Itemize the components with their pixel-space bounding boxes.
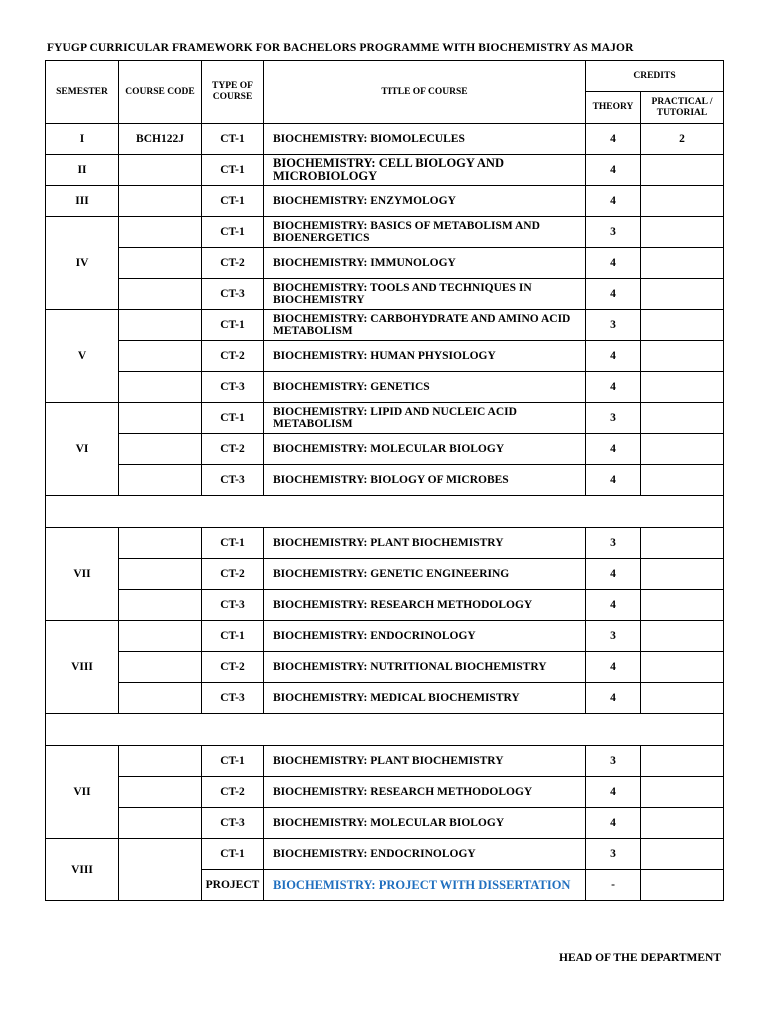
theory-credit-cell: 3 bbox=[586, 746, 641, 777]
practical-credit-cell bbox=[641, 652, 724, 683]
course-type-cell: CT-1 bbox=[202, 403, 264, 434]
course-type-cell: CT-2 bbox=[202, 341, 264, 372]
course-code-cell bbox=[119, 155, 202, 186]
table-row bbox=[46, 341, 724, 372]
semester-cell: V bbox=[46, 310, 119, 403]
header-practical: PRACTICAL / TUTORIAL bbox=[641, 92, 724, 124]
theory-credit-cell: 4 bbox=[586, 808, 641, 839]
semester-cell: III bbox=[46, 186, 119, 217]
semester-cell: II bbox=[46, 155, 119, 186]
theory-credit-cell: 4 bbox=[586, 465, 641, 496]
practical-credit-cell bbox=[641, 155, 724, 186]
header-credits: CREDITS bbox=[586, 61, 724, 92]
theory-credit-cell: 3 bbox=[586, 621, 641, 652]
course-code-cell bbox=[119, 217, 202, 248]
table-row bbox=[46, 279, 724, 310]
course-title-cell: BIOCHEMISTRY: CARBOHYDRATE AND AMINO ACID METABOLISM bbox=[264, 310, 586, 341]
course-title-cell: BIOCHEMISTRY: BASICS OF METABOLISM AND BIOENERGETICS bbox=[264, 217, 586, 248]
theory-credit-cell: 3 bbox=[586, 217, 641, 248]
practical-credit-cell bbox=[641, 839, 724, 870]
theory-credit-cell: 3 bbox=[586, 528, 641, 559]
course-type-cell: CT-1 bbox=[202, 186, 264, 217]
course-code-cell bbox=[119, 652, 202, 683]
spacer-cell bbox=[46, 714, 724, 746]
course-type-cell: CT-1 bbox=[202, 124, 264, 155]
course-title-cell: BIOCHEMISTRY: GENETIC ENGINEERING bbox=[264, 559, 586, 590]
table-row bbox=[46, 310, 724, 341]
theory-credit-cell: 3 bbox=[586, 310, 641, 341]
practical-credit-cell bbox=[641, 217, 724, 248]
theory-credit-cell: 4 bbox=[586, 683, 641, 714]
course-code-cell bbox=[119, 777, 202, 808]
course-type-cell: CT-3 bbox=[202, 372, 264, 403]
course-type-cell: CT-1 bbox=[202, 217, 264, 248]
table-row bbox=[46, 186, 724, 217]
practical-credit-cell bbox=[641, 310, 724, 341]
course-code-cell bbox=[119, 808, 202, 839]
practical-credit-cell bbox=[641, 186, 724, 217]
practical-credit-cell: 2 bbox=[641, 124, 724, 155]
table-row bbox=[46, 403, 724, 434]
course-code-cell bbox=[119, 248, 202, 279]
table-row bbox=[46, 621, 724, 652]
course-code-cell bbox=[119, 559, 202, 590]
table-row bbox=[46, 434, 724, 465]
theory-credit-cell: 4 bbox=[586, 434, 641, 465]
spacer-row bbox=[46, 714, 724, 746]
course-code-cell bbox=[119, 341, 202, 372]
theory-credit-cell: 4 bbox=[586, 248, 641, 279]
theory-credit-cell: 3 bbox=[586, 839, 641, 870]
practical-credit-cell bbox=[641, 870, 724, 901]
document-title: FYUGP CURRICULAR FRAMEWORK FOR BACHELORS PROGRAMME WITH BIOCHEMISTRY AS MAJOR bbox=[47, 42, 634, 54]
practical-credit-cell bbox=[641, 434, 724, 465]
course-title-cell: BIOCHEMISTRY: ENZYMOLOGY bbox=[264, 186, 586, 217]
course-title-cell: BIOCHEMISTRY: MOLECULAR BIOLOGY bbox=[264, 434, 586, 465]
theory-credit-cell: 4 bbox=[586, 155, 641, 186]
course-title-cell: BIOCHEMISTRY: MEDICAL BIOCHEMISTRY bbox=[264, 683, 586, 714]
course-title-cell: BIOCHEMISTRY: CELL BIOLOGY AND MICROBIOLOGY bbox=[264, 155, 586, 186]
course-type-cell: CT-2 bbox=[202, 559, 264, 590]
table-row bbox=[46, 559, 724, 590]
course-type-cell: CT-3 bbox=[202, 683, 264, 714]
practical-credit-cell bbox=[641, 746, 724, 777]
table-row bbox=[46, 372, 724, 403]
course-title-cell: BIOCHEMISTRY: LIPID AND NUCLEIC ACID METABOLISM bbox=[264, 403, 586, 434]
course-type-cell: CT-1 bbox=[202, 310, 264, 341]
practical-credit-cell bbox=[641, 248, 724, 279]
semester-cell: VI bbox=[46, 403, 119, 496]
course-title-cell: BIOCHEMISTRY: BIOMOLECULES bbox=[264, 124, 586, 155]
course-type-cell: CT-1 bbox=[202, 621, 264, 652]
course-code-cell bbox=[119, 683, 202, 714]
spacer-row bbox=[46, 496, 724, 528]
theory-credit-cell: - bbox=[586, 870, 641, 901]
course-title-cell: BIOCHEMISTRY: TOOLS AND TECHNIQUES IN BIOCHEMISTRY bbox=[264, 279, 586, 310]
theory-credit-cell: 4 bbox=[586, 590, 641, 621]
table-row bbox=[46, 808, 724, 839]
practical-credit-cell bbox=[641, 777, 724, 808]
course-type-cell: CT-1 bbox=[202, 746, 264, 777]
signature-line: HEAD OF THE DEPARTMENT bbox=[559, 952, 721, 964]
table-row bbox=[46, 839, 724, 870]
course-code-cell bbox=[119, 279, 202, 310]
course-code-cell bbox=[119, 621, 202, 652]
theory-credit-cell: 4 bbox=[586, 124, 641, 155]
course-code-cell bbox=[119, 403, 202, 434]
practical-credit-cell bbox=[641, 465, 724, 496]
table-row bbox=[46, 590, 724, 621]
header-semester: SEMESTER bbox=[46, 61, 119, 124]
practical-credit-cell bbox=[641, 559, 724, 590]
course-code-cell: BCH122J bbox=[119, 124, 202, 155]
semester-cell: IV bbox=[46, 217, 119, 310]
theory-credit-cell: 4 bbox=[586, 186, 641, 217]
theory-credit-cell: 4 bbox=[586, 559, 641, 590]
course-title-cell: BIOCHEMISTRY: HUMAN PHYSIOLOGY bbox=[264, 341, 586, 372]
semester-cell: VIII bbox=[46, 839, 119, 901]
practical-credit-cell bbox=[641, 621, 724, 652]
curriculum-table bbox=[45, 60, 724, 901]
course-code-cell bbox=[119, 465, 202, 496]
semester-cell: VII bbox=[46, 746, 119, 839]
course-type-cell: CT-2 bbox=[202, 652, 264, 683]
table-row bbox=[46, 217, 724, 248]
practical-credit-cell bbox=[641, 590, 724, 621]
theory-credit-cell: 4 bbox=[586, 279, 641, 310]
semester-cell: VIII bbox=[46, 621, 119, 714]
course-title-cell: BIOCHEMISTRY: BIOLOGY OF MICROBES bbox=[264, 465, 586, 496]
course-code-cell bbox=[119, 590, 202, 621]
spacer-cell bbox=[46, 496, 724, 528]
course-type-cell: CT-2 bbox=[202, 777, 264, 808]
table-header bbox=[46, 61, 724, 124]
course-type-cell: CT-3 bbox=[202, 808, 264, 839]
course-title-cell: BIOCHEMISTRY: PLANT BIOCHEMISTRY bbox=[264, 528, 586, 559]
course-title-cell: BIOCHEMISTRY: GENETICS bbox=[264, 372, 586, 403]
course-code-cell bbox=[119, 528, 202, 559]
header-theory: THEORY bbox=[586, 92, 641, 124]
theory-credit-cell: 4 bbox=[586, 652, 641, 683]
table-row bbox=[46, 746, 724, 777]
course-code-cell bbox=[119, 186, 202, 217]
course-title-cell: BIOCHEMISTRY: RESEARCH METHODOLOGY bbox=[264, 590, 586, 621]
semester-cell: VII bbox=[46, 528, 119, 621]
practical-credit-cell bbox=[641, 372, 724, 403]
course-type-cell: CT-1 bbox=[202, 528, 264, 559]
table-row bbox=[46, 248, 724, 279]
course-code-cell bbox=[119, 746, 202, 777]
header-title-of-course: TITLE OF COURSE bbox=[264, 61, 586, 124]
course-title-link[interactable]: BIOCHEMISTRY: PROJECT WITH DISSERTATION bbox=[264, 870, 586, 901]
practical-credit-cell bbox=[641, 279, 724, 310]
course-type-cell: PROJECT bbox=[202, 870, 264, 901]
course-code-cell bbox=[119, 372, 202, 403]
course-type-cell: CT-1 bbox=[202, 155, 264, 186]
practical-credit-cell bbox=[641, 528, 724, 559]
course-type-cell: CT-3 bbox=[202, 465, 264, 496]
course-code-cell bbox=[119, 434, 202, 465]
course-title-cell: BIOCHEMISTRY: PLANT BIOCHEMISTRY bbox=[264, 746, 586, 777]
header-type-of-course: TYPE OF COURSE bbox=[202, 61, 264, 124]
table-row bbox=[46, 528, 724, 559]
table-row bbox=[46, 155, 724, 186]
course-type-cell: CT-3 bbox=[202, 279, 264, 310]
course-type-cell: CT-1 bbox=[202, 839, 264, 870]
practical-credit-cell bbox=[641, 683, 724, 714]
course-code-cell bbox=[119, 839, 202, 901]
practical-credit-cell bbox=[641, 403, 724, 434]
table-row bbox=[46, 124, 724, 155]
table-row bbox=[46, 683, 724, 714]
theory-credit-cell: 4 bbox=[586, 777, 641, 808]
header-course-code: COURSE CODE bbox=[119, 61, 202, 124]
semester-cell: I bbox=[46, 124, 119, 155]
course-type-cell: CT-2 bbox=[202, 248, 264, 279]
course-title-cell: BIOCHEMISTRY: RESEARCH METHODOLOGY bbox=[264, 777, 586, 808]
course-type-cell: CT-2 bbox=[202, 434, 264, 465]
table-body bbox=[46, 124, 724, 901]
course-type-cell: CT-3 bbox=[202, 590, 264, 621]
table-row bbox=[46, 777, 724, 808]
course-title-cell: BIOCHEMISTRY: ENDOCRINOLOGY bbox=[264, 621, 586, 652]
theory-credit-cell: 3 bbox=[586, 403, 641, 434]
course-code-cell bbox=[119, 310, 202, 341]
course-title-cell: BIOCHEMISTRY: NUTRITIONAL BIOCHEMISTRY bbox=[264, 652, 586, 683]
theory-credit-cell: 4 bbox=[586, 341, 641, 372]
course-title-cell: BIOCHEMISTRY: MOLECULAR BIOLOGY bbox=[264, 808, 586, 839]
table-row bbox=[46, 652, 724, 683]
table-row bbox=[46, 465, 724, 496]
practical-credit-cell bbox=[641, 341, 724, 372]
course-title-cell: BIOCHEMISTRY: IMMUNOLOGY bbox=[264, 248, 586, 279]
practical-credit-cell bbox=[641, 808, 724, 839]
course-title-cell: BIOCHEMISTRY: ENDOCRINOLOGY bbox=[264, 839, 586, 870]
theory-credit-cell: 4 bbox=[586, 372, 641, 403]
